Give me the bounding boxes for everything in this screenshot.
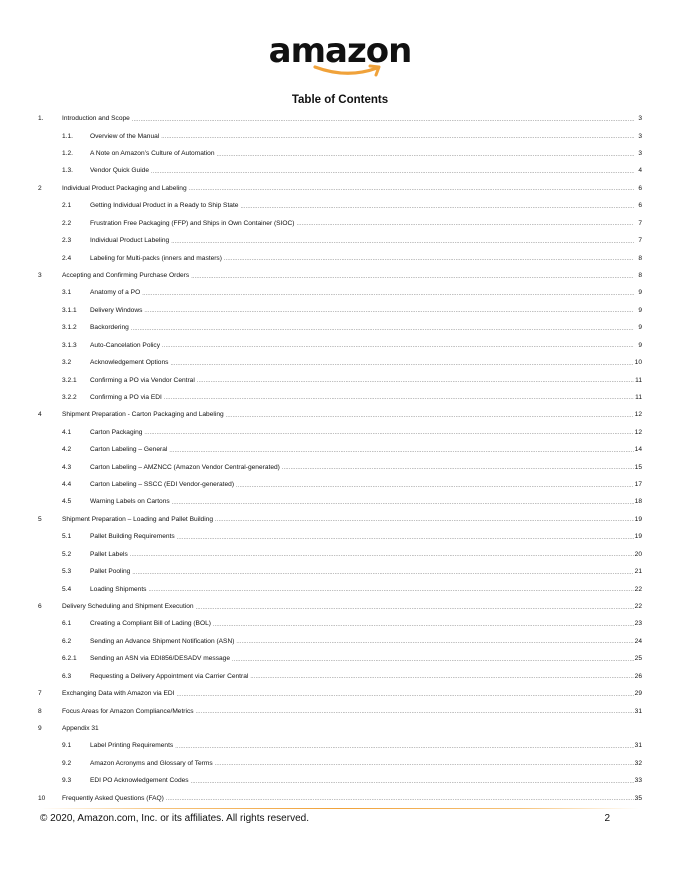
toc-entry-label: Loading Shipments <box>90 585 147 593</box>
toc-leader-dots <box>191 274 634 280</box>
toc-entry-label: Accepting and Confirming Purchase Orders <box>62 272 190 279</box>
toc-entry-label: Appendix 31 <box>62 724 99 732</box>
toc-leader-dots <box>132 117 634 123</box>
toc-entry-label: Pallet Building Requirements <box>90 533 175 541</box>
toc-entry[interactable] <box>38 336 642 353</box>
toc-entry-label: Warning Labels on Cartons <box>90 498 170 506</box>
toc-leader-dots <box>177 535 634 541</box>
toc-entry[interactable] <box>38 127 642 144</box>
toc-entry-number: 3.1.3 <box>62 341 77 349</box>
toc-entry-page: 10 <box>634 359 642 367</box>
toc-leader-dots <box>166 796 634 802</box>
toc-entry-label: Frequently Asked Questions (FAQ) <box>62 794 164 802</box>
toc-entry[interactable] <box>38 232 642 249</box>
toc-entry-number: 6.3 <box>62 672 72 680</box>
toc-entry[interactable] <box>38 406 642 423</box>
toc-leader-dots <box>142 291 634 297</box>
toc-entry-page: 32 <box>634 759 642 767</box>
toc-leader-dots <box>130 552 634 558</box>
toc-leader-dots <box>226 413 634 419</box>
toc-entry-number: 9.1 <box>62 742 72 750</box>
toc-entry-number: 2 <box>38 184 42 192</box>
toc-entry[interactable] <box>38 615 642 632</box>
toc-leader-dots <box>177 692 634 698</box>
toc-entry-page: 9 <box>638 341 642 349</box>
toc-entry[interactable] <box>38 441 642 458</box>
toc-leader-dots <box>196 605 634 611</box>
toc-entry-label: Sending an ASN via EDI856/DESADV message <box>90 655 231 663</box>
toc-entry-number: 1. <box>38 115 44 123</box>
toc-entry-page: 9 <box>638 324 642 332</box>
toc-entry-page: 9 <box>638 306 642 314</box>
toc-entry-label: Carton Labeling – AMZNCC (Amazon Vendor Central-generated) <box>90 463 280 471</box>
toc-entry[interactable] <box>38 493 642 510</box>
toc-entry-label: A Note on Amazon’s Culture of Automation <box>90 150 215 158</box>
toc-entry[interactable] <box>38 737 642 754</box>
toc-entry-label: Exchanging Data with Amazon via EDI <box>62 690 175 698</box>
toc-entry[interactable] <box>38 249 642 266</box>
toc-entry-page: 3 <box>638 132 642 140</box>
toc-leader-dots <box>151 169 634 175</box>
toc-entry-number: 10 <box>38 794 46 802</box>
toc-entry-label: Confirming a PO via EDI <box>90 393 162 401</box>
toc-entry-number: 5.1 <box>62 533 72 541</box>
toc-entry-label: Pallet Labels <box>90 550 128 558</box>
toc-entry-page: 3 <box>638 115 642 123</box>
toc-entry[interactable] <box>38 755 642 772</box>
toc-entry-label: Anatomy of a PO <box>90 289 141 297</box>
smile-arrow-icon <box>313 64 385 78</box>
toc-leader-dots <box>236 639 634 645</box>
toc-leader-dots <box>296 221 634 227</box>
toc-entry-page: 19 <box>634 533 642 541</box>
toc-entry-label: Pallet Pooling <box>90 568 131 576</box>
toc-entry[interactable] <box>38 389 642 406</box>
toc-entry-number: 2.2 <box>62 219 72 227</box>
toc-entry[interactable] <box>38 180 642 197</box>
toc-entry-number: 6.2 <box>62 637 72 645</box>
toc-entry-page: 31 <box>634 742 642 750</box>
toc-entry[interactable] <box>38 528 642 545</box>
toc-entry-number: 4 <box>38 411 42 419</box>
toc-leader-dots <box>170 361 634 367</box>
toc-entry-page: 20 <box>634 550 642 558</box>
toc-entry[interactable] <box>38 215 642 232</box>
toc-leader-dots <box>175 744 634 750</box>
toc-leader-dots <box>215 517 634 523</box>
copyright-text: © 2020, Amazon.com, Inc. or its affiliates. All rights reserved. <box>40 813 309 824</box>
toc-entry-page: 7 <box>638 219 642 227</box>
toc-entry-label: EDI PO Acknowledgement Codes <box>90 777 189 785</box>
toc-leader-dots <box>164 395 634 401</box>
toc-entry[interactable] <box>38 302 642 319</box>
toc-leader-dots <box>217 152 634 158</box>
toc-entry[interactable] <box>38 563 642 580</box>
toc-entry-label: Amazon Acronyms and Glossary of Terms <box>90 759 213 767</box>
toc-entry-page: 7 <box>638 237 642 245</box>
toc-entry-label: Carton Labeling – SSCC (EDI Vendor-generated) <box>90 481 235 489</box>
toc-entry-number: 5.3 <box>62 568 72 576</box>
toc-leader-dots <box>131 326 634 332</box>
toc-entry-number: 5.2 <box>62 550 72 558</box>
toc-entry-label: Acknowledgement Options <box>90 359 169 367</box>
toc-entry-page: 6 <box>638 184 642 192</box>
toc-entry-number: 6.1 <box>62 620 72 628</box>
toc-entry-label: Carton Labeling – General <box>90 446 168 454</box>
toc-entry[interactable] <box>38 789 642 806</box>
toc-title: Table of Contents <box>291 94 389 106</box>
toc-entry-page: 23 <box>634 620 642 628</box>
toc-leader-dots <box>161 134 634 140</box>
toc-entry[interactable] <box>38 145 642 162</box>
toc-entry[interactable] <box>38 580 642 597</box>
toc-entry-page: 8 <box>638 272 642 279</box>
toc-entry[interactable] <box>38 702 642 719</box>
toc-entry[interactable] <box>38 371 642 388</box>
toc-entry-number: 4.2 <box>62 446 72 454</box>
toc-entry-number: 1.3. <box>62 167 73 175</box>
toc-entry[interactable] <box>38 633 642 650</box>
toc-leader-dots <box>191 779 634 785</box>
toc-entry-label: Carton Packaging <box>90 428 143 436</box>
toc-entry-number: 9 <box>38 724 42 732</box>
toc-entry-number: 6 <box>38 603 42 611</box>
amazon-logo <box>0 31 680 78</box>
toc-leader-dots <box>148 587 634 593</box>
toc-leader-dots <box>132 570 634 576</box>
toc-leader-dots <box>189 186 634 192</box>
toc-leader-dots <box>240 204 634 210</box>
toc-entry-label: Requesting a Delivery Appointment via Carrier Central <box>90 672 249 680</box>
toc-entry-number: 9.2 <box>62 759 72 767</box>
toc-entry[interactable] <box>38 354 642 371</box>
toc-entry[interactable] <box>38 650 642 667</box>
toc-entry-number: 5 <box>38 515 42 523</box>
toc-entry-label: Auto-Cancelation Policy <box>90 341 161 349</box>
toc-entry-page: 9 <box>638 289 642 297</box>
toc-entry-page: 15 <box>634 463 642 471</box>
toc-leader-dots <box>144 308 634 314</box>
toc-entry[interactable] <box>38 598 642 615</box>
page-footer <box>40 813 640 824</box>
toc-leader-dots <box>197 378 634 384</box>
toc-entry-label: Shipment Preparation - Carton Packaging and Labeling <box>62 411 224 419</box>
toc-entry-label: Vendor Quick Guide <box>90 167 150 175</box>
toc-entry-page: 4 <box>638 167 642 175</box>
toc-entry-number: 5.4 <box>62 585 72 593</box>
toc-entry[interactable] <box>38 197 642 214</box>
logo-wordmark: amazon <box>268 31 412 71</box>
toc-entry-number: 3.2.2 <box>62 393 77 401</box>
toc-entry-label: Delivery Scheduling and Shipment Execution <box>62 603 194 611</box>
toc-entry-page: 12 <box>634 411 642 419</box>
toc-entry-label: Creating a Compliant Bill of Lading (BOL) <box>90 620 211 628</box>
toc-leader-dots <box>169 448 634 454</box>
toc-entry[interactable] <box>38 720 642 737</box>
toc-entry[interactable] <box>38 284 642 301</box>
toc-leader-dots <box>144 430 634 436</box>
toc-entry-page: 19 <box>634 515 642 523</box>
toc-entry[interactable] <box>38 668 642 685</box>
toc-leader-dots <box>172 500 634 506</box>
toc-entry[interactable] <box>38 110 642 127</box>
toc-entry-number: 4.1 <box>62 428 72 436</box>
toc-entry-page: 17 <box>634 481 642 489</box>
toc-entry-label: Introduction and Scope <box>62 115 130 123</box>
toc-entry-label: Delivery Windows <box>90 306 143 314</box>
toc-entry-number: 9.3 <box>62 777 72 785</box>
toc-entry-number: 1.1. <box>62 132 73 140</box>
toc-entry-label: Sending an Advance Shipment Notification (ASN) <box>90 637 235 645</box>
toc-entry-page: 22 <box>634 585 642 593</box>
toc-entry-page: 6 <box>638 202 642 210</box>
toc-entry-page: 8 <box>638 254 642 262</box>
toc-leader-dots <box>162 343 634 349</box>
toc-entry-page: 35 <box>634 794 642 802</box>
toc-entry-label: Confirming a PO via Vendor Central <box>90 376 195 384</box>
toc-entry-label: Label Printing Requirements <box>90 742 174 750</box>
toc-entry-page: 11 <box>635 393 642 401</box>
toc-entry-page: 18 <box>634 498 642 506</box>
toc-leader-dots <box>224 256 634 262</box>
table-of-contents <box>38 110 642 807</box>
toc-entry-number: 3.2 <box>62 359 72 367</box>
toc-entry-number: 6.2.1 <box>62 655 77 663</box>
toc-entry-number: 3 <box>38 272 42 279</box>
toc-entry[interactable] <box>38 319 642 336</box>
toc-entry-label: Overview of the Manual <box>90 132 160 140</box>
toc-entry-page: 14 <box>634 446 642 454</box>
toc-entry[interactable] <box>38 424 642 441</box>
page-number: 2 <box>604 813 610 824</box>
toc-entry-page: 25 <box>634 655 642 663</box>
toc-entry-label: Getting Individual Product in a Ready to Ship State <box>90 202 239 210</box>
toc-entry[interactable] <box>38 511 642 528</box>
toc-leader-dots <box>282 465 634 471</box>
toc-entry-page: 33 <box>634 777 642 785</box>
toc-entry-number: 2.3 <box>62 237 72 245</box>
toc-entry-label: Frustration Free Packaging (FFP) and Ships in Own Container (SIOC) <box>90 219 295 227</box>
toc-entry-label: Individual Product Labeling <box>90 237 170 245</box>
toc-leader-dots <box>232 657 634 663</box>
toc-entry-number: 3.1 <box>62 289 72 297</box>
toc-entry-label: Shipment Preparation – Loading and Pallet Building <box>62 515 214 523</box>
toc-entry-number: 4.4 <box>62 481 72 489</box>
toc-entry-number: 2.1 <box>62 202 72 210</box>
toc-entry-page: 22 <box>634 603 642 611</box>
toc-entry-number: 7 <box>38 690 42 698</box>
toc-entry-number: 4.5 <box>62 498 72 506</box>
toc-leader-dots <box>250 674 634 680</box>
toc-entry-page: 11 <box>635 376 642 384</box>
toc-entry-number: 1.2. <box>62 150 73 158</box>
toc-entry[interactable] <box>38 458 642 475</box>
toc-entry-page: 26 <box>634 672 642 680</box>
toc-entry-page: 3 <box>638 150 642 158</box>
toc-entry-page: 21 <box>634 568 642 576</box>
toc-entry-number: 2.4 <box>62 254 72 262</box>
toc-entry-number: 3.1.2 <box>62 324 77 332</box>
toc-entry-number: 4.3 <box>62 463 72 471</box>
toc-leader-dots <box>236 483 634 489</box>
toc-entry[interactable] <box>38 772 642 789</box>
toc-leader-dots <box>215 761 634 767</box>
toc-entry-number: 8 <box>38 707 42 715</box>
footer-rule <box>40 808 640 809</box>
toc-leader-dots <box>196 709 634 715</box>
toc-entry[interactable] <box>38 476 642 493</box>
toc-entry-label: Labeling for Multi-packs (inners and masters) <box>90 254 222 262</box>
toc-entry[interactable] <box>38 267 642 284</box>
toc-entry[interactable] <box>38 546 642 563</box>
toc-entry[interactable] <box>38 162 642 179</box>
toc-entry-page: 31 <box>634 707 642 715</box>
toc-entry-page: 29 <box>634 690 642 698</box>
toc-entry-label: Individual Product Packaging and Labeling <box>62 184 187 192</box>
toc-entry-page: 12 <box>634 428 642 436</box>
toc-entry[interactable] <box>38 685 642 702</box>
toc-entry-label: Focus Areas for Amazon Compliance/Metrics <box>62 707 194 715</box>
toc-leader-dots <box>213 622 634 628</box>
toc-entry-number: 3.1.1 <box>62 306 77 314</box>
toc-leader-dots <box>171 239 634 245</box>
toc-entry-number: 3.2.1 <box>62 376 77 384</box>
toc-entry-page: 24 <box>634 637 642 645</box>
toc-entry-label: Backordering <box>90 324 129 332</box>
